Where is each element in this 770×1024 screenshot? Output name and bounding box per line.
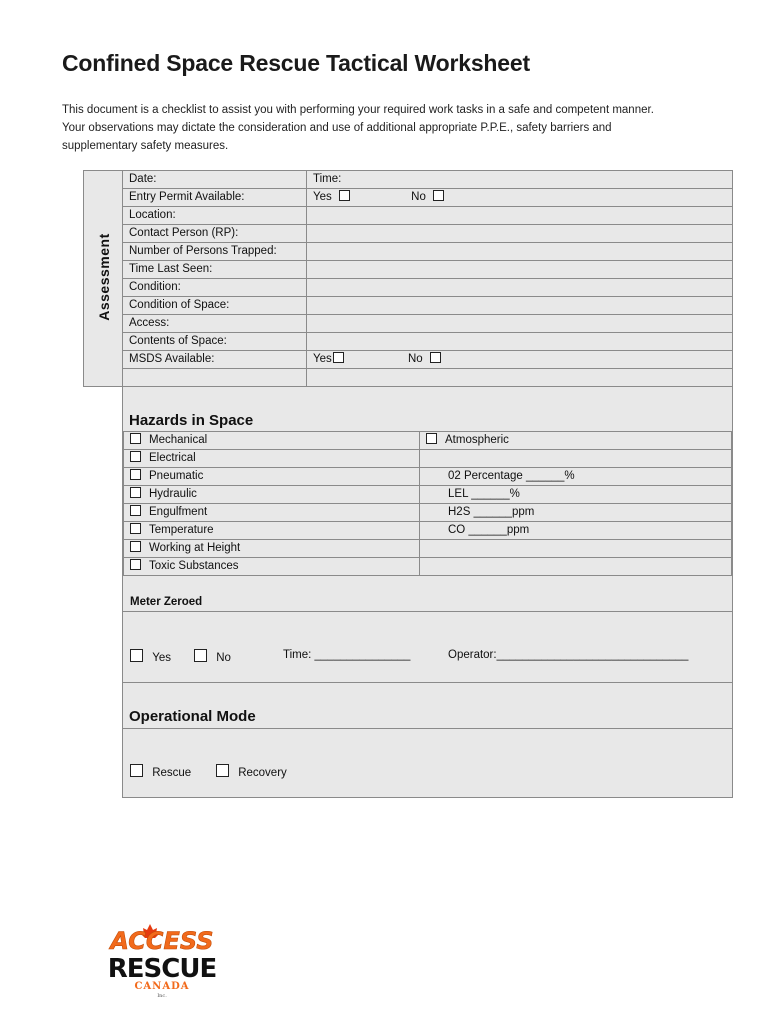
blank-cell <box>420 450 732 468</box>
table-row <box>123 369 733 387</box>
meter-time-field[interactable]: Time: _______________ <box>283 649 411 661</box>
o2-reading[interactable]: 02 Percentage ______% <box>420 468 732 486</box>
temperature-checkbox[interactable] <box>130 523 141 534</box>
date-cell[interactable] <box>123 171 307 189</box>
entry-permit-label: Entry Permit Available: <box>123 189 307 207</box>
recovery-label: Recovery <box>238 767 287 779</box>
table-row <box>123 171 733 189</box>
table-row <box>123 225 733 243</box>
logo-line-canada: CANADA <box>134 981 190 992</box>
intro-paragraph <box>62 101 732 155</box>
condition-of-space-label: Condition of Space: <box>123 297 307 315</box>
rescue-option[interactable] <box>130 764 191 779</box>
mechanical-checkbox[interactable] <box>130 433 141 444</box>
atmospheric-checkbox[interactable] <box>426 433 437 444</box>
hazard-label: Pneumatic <box>149 470 204 482</box>
contents-of-space-field[interactable] <box>307 333 733 351</box>
blank-cell <box>420 558 732 576</box>
hazard-label: Working at Height <box>149 542 241 554</box>
page-title: Confined Space Rescue Tactical Worksheet <box>62 50 530 76</box>
table-row <box>124 468 732 486</box>
pneumatic-checkbox[interactable] <box>130 469 141 480</box>
hazards-title: Hazards in Space <box>129 412 254 429</box>
assessment-side-panel <box>83 170 123 387</box>
yes-label: Yes <box>313 191 332 203</box>
location-label: Location: <box>123 207 307 225</box>
hazard-item[interactable] <box>124 522 420 540</box>
hazards-table <box>123 431 732 576</box>
no-label: No <box>411 191 426 203</box>
rescue-checkbox[interactable] <box>130 764 143 777</box>
persons-trapped-label: Number of Persons Trapped: <box>123 243 307 261</box>
location-field[interactable] <box>307 207 733 225</box>
logo-line-inc: Inc. <box>157 993 167 999</box>
msds-yes-checkbox[interactable] <box>333 352 344 363</box>
table-row <box>123 261 733 279</box>
table-row <box>123 279 733 297</box>
access-field[interactable] <box>307 315 733 333</box>
meter-no-checkbox[interactable] <box>194 649 207 662</box>
hydraulic-checkbox[interactable] <box>130 487 141 498</box>
access-rescue-canada-logo <box>100 922 230 1000</box>
table-row <box>124 540 732 558</box>
yes-label: Yes <box>313 353 332 365</box>
operational-mode-title: Operational Mode <box>129 708 256 725</box>
time-cell[interactable] <box>307 171 733 189</box>
no-label: No <box>407 353 423 365</box>
hazard-item[interactable] <box>124 486 420 504</box>
table-row <box>123 315 733 333</box>
engulfment-checkbox[interactable] <box>130 505 141 516</box>
time-last-seen-field[interactable] <box>307 261 733 279</box>
hazard-label: Engulfment <box>149 506 208 518</box>
msds-no-checkbox[interactable] <box>430 352 441 363</box>
meter-zeroed-title: Meter Zeroed <box>130 596 203 608</box>
hazard-label: Toxic Substances <box>149 560 239 572</box>
condition-field[interactable] <box>307 279 733 297</box>
contact-person-label: Contact Person (RP): <box>123 225 307 243</box>
hazard-label: Electrical <box>149 452 196 464</box>
intro-line: This document is a checklist to assist you with performing your required work tasks in a safe and competent manner. <box>62 104 654 116</box>
hazard-label: Hydraulic <box>149 488 197 500</box>
hazard-label: Mechanical <box>149 434 208 446</box>
intro-line: supplementary safety measures. <box>62 140 229 152</box>
hazards-section <box>122 386 733 578</box>
hazard-label: Temperature <box>149 524 214 536</box>
assessment-table <box>122 170 733 387</box>
working-at-height-checkbox[interactable] <box>130 541 141 552</box>
table-row <box>123 333 733 351</box>
table-row <box>124 450 732 468</box>
divider <box>123 728 732 729</box>
co-reading[interactable]: CO ______ppm <box>420 522 732 540</box>
entry-permit-no-checkbox[interactable] <box>433 190 444 201</box>
contents-of-space-label: Contents of Space: <box>123 333 307 351</box>
table-row <box>123 189 733 207</box>
table-row <box>123 351 733 369</box>
hazard-item[interactable] <box>124 540 420 558</box>
hazard-item[interactable] <box>124 558 420 576</box>
meter-no-label: No <box>216 652 231 664</box>
msds-options <box>307 351 733 369</box>
contact-person-field[interactable] <box>307 225 733 243</box>
date-label: Date: <box>129 173 157 185</box>
meter-zeroed-header <box>122 577 733 612</box>
meter-yes-option[interactable] <box>130 649 171 664</box>
table-row <box>124 486 732 504</box>
hazard-item[interactable] <box>124 468 420 486</box>
hazard-item[interactable] <box>124 504 420 522</box>
atmospheric-label: Atmospheric <box>445 434 509 446</box>
hazard-item[interactable] <box>124 432 420 450</box>
lel-reading[interactable]: LEL ______% <box>420 486 732 504</box>
intro-line: Your observations may dictate the consideration and use of additional appropriate P.P.E., safety barriers and <box>62 122 612 134</box>
operational-mode-section <box>122 682 733 798</box>
table-row <box>124 504 732 522</box>
h2s-reading[interactable]: H2S ______ppm <box>420 504 732 522</box>
atmospheric-cell[interactable] <box>420 432 732 450</box>
entry-permit-yes-checkbox[interactable] <box>339 190 350 201</box>
table-row <box>124 522 732 540</box>
meter-zeroed-section <box>122 611 733 683</box>
meter-yes-label: Yes <box>152 652 171 664</box>
persons-trapped-field[interactable] <box>307 243 733 261</box>
meter-yes-checkbox[interactable] <box>130 649 143 662</box>
time-label: Time: <box>313 173 342 185</box>
meter-no-option[interactable] <box>194 649 231 664</box>
table-row <box>124 558 732 576</box>
recovery-checkbox[interactable] <box>216 764 229 777</box>
recovery-option[interactable] <box>216 764 287 779</box>
msds-label: MSDS Available: <box>123 351 307 369</box>
rescue-label: Rescue <box>152 767 192 779</box>
condition-of-space-field[interactable] <box>307 297 733 315</box>
logo-line-rescue: RESCUE <box>107 954 217 984</box>
blank-cell[interactable] <box>307 369 733 387</box>
condition-label: Condition: <box>123 279 307 297</box>
table-row <box>123 243 733 261</box>
assessment-label: Assessment <box>96 233 112 321</box>
table-row <box>123 207 733 225</box>
meter-operator-field[interactable]: Operator:______________________________ <box>448 649 689 661</box>
blank-cell <box>420 540 732 558</box>
blank-cell[interactable] <box>123 369 307 387</box>
toxic-substances-checkbox[interactable] <box>130 559 141 570</box>
hazard-item[interactable] <box>124 450 420 468</box>
access-label: Access: <box>123 315 307 333</box>
electrical-checkbox[interactable] <box>130 451 141 462</box>
time-last-seen-label: Time Last Seen: <box>123 261 307 279</box>
table-row <box>124 432 732 450</box>
entry-permit-options <box>307 189 733 207</box>
logo-line-access: ACCESS <box>110 927 214 955</box>
table-row <box>123 297 733 315</box>
